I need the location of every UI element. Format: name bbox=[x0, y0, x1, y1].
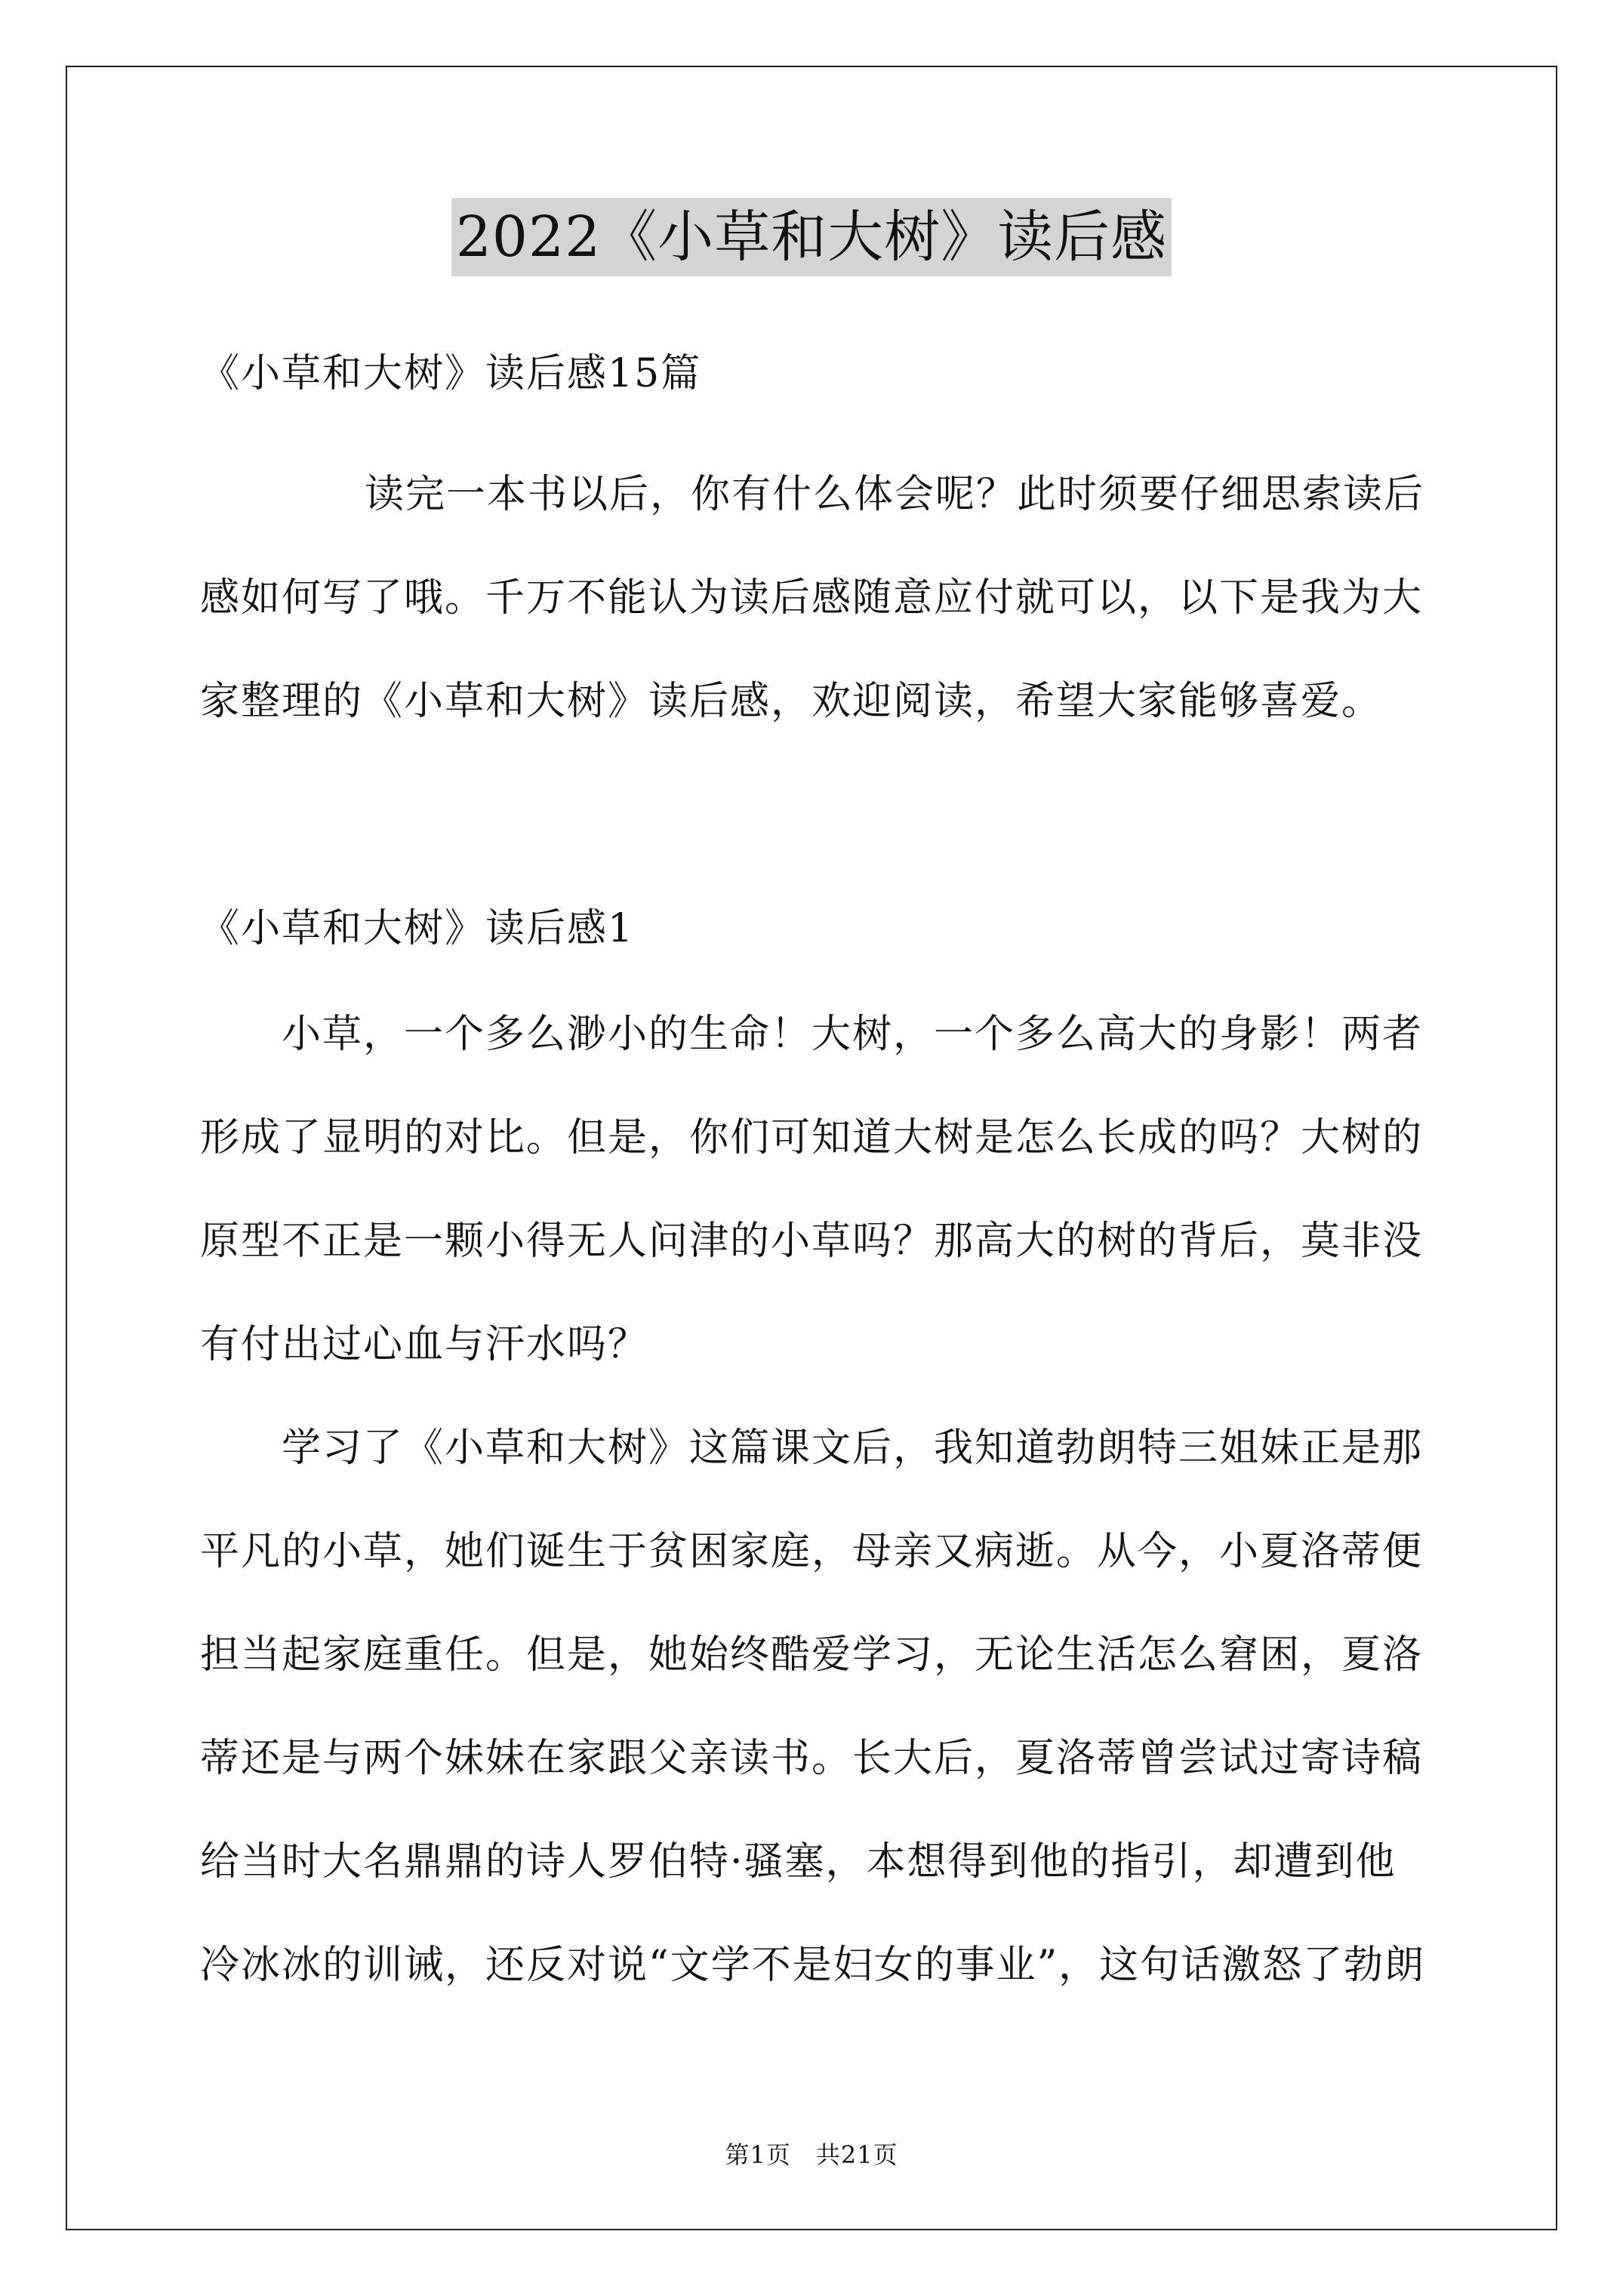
paragraph-line: 有付出过心血与汗水吗？ bbox=[200, 1322, 649, 1367]
page-number-footer: 第1页 共21页 bbox=[725, 2140, 898, 2169]
document-subtitle: 《小草和大树》读后感15篇 bbox=[200, 351, 702, 396]
paragraph-line: 形成了显明的对比。但是，你们可知道大树是怎么长成的吗？大树的 bbox=[200, 1115, 1424, 1160]
document-title: 2022《小草和大树》读后感 bbox=[451, 198, 1172, 276]
paragraph-line: 原型不正是一颗小得无人问津的小草吗？那高大的树的背后，莫非没 bbox=[200, 1219, 1424, 1264]
intro-line: 家整理的《小草和大树》读后感，欢迎阅读，希望大家能够喜爱。 bbox=[200, 679, 1383, 724]
intro-line: 读完一本书以后，你有什么体会呢？此时须要仔细思索读后 bbox=[365, 472, 1425, 517]
section-heading: 《小草和大树》读后感1 bbox=[200, 906, 635, 951]
paragraph-line: 蒂还是与两个妹妹在家跟父亲读书。长大后，夏洛蒂曾尝试过寄诗稿 bbox=[200, 1736, 1424, 1781]
paragraph-line: 担当起家庭重任。但是，她始终酷爱学习，无论生活怎么窘困，夏洛 bbox=[200, 1632, 1424, 1678]
title-container bbox=[0, 198, 1623, 276]
paragraph-line: 给当时大名鼎鼎的诗人罗伯特·骚塞，本想得到他的指引，却遭到他 bbox=[200, 1839, 1397, 1885]
paragraph-line: 小草，一个多么渺小的生命！大树，一个多么高大的身影！两者 bbox=[282, 1012, 1424, 1057]
intro-line: 感如何写了哦。千万不能认为读后感随意应付就可以，以下是我为大 bbox=[200, 575, 1424, 621]
paragraph-line: 冷冰冰的训诫，还反对说“文学不是妇女的事业”，这句话激怒了勃朗 bbox=[200, 1943, 1426, 1988]
paragraph-line: 平凡的小草，她们诞生于贫困家庭，母亲又病逝。从今，小夏洛蒂便 bbox=[200, 1529, 1424, 1574]
paragraph-line: 学习了《小草和大树》这篇课文后，我知道勃朗特三姐妹正是那 bbox=[282, 1425, 1424, 1471]
